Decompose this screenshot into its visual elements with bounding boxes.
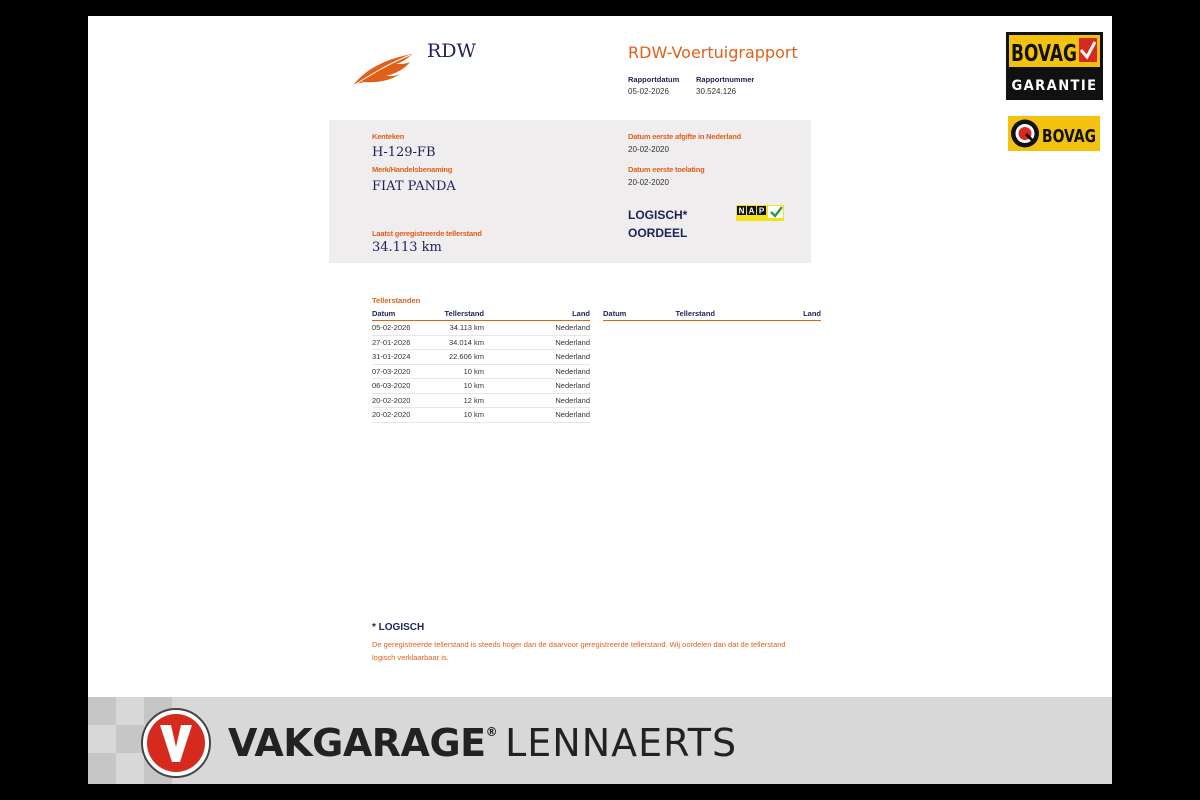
report-number-label: Rapportnummer [696,75,755,84]
report-date-label: Rapportdatum [628,75,680,84]
first-issue-nl-value: 20-02-2020 [628,145,669,154]
first-issue-nl-label: Datum eerste afgifte in Nederland [628,132,742,141]
vakgarage-v-logo-icon [140,707,212,779]
row-odometer: 10 km [440,364,484,379]
dealer-brand-bold: VAKGARAGE [228,721,486,765]
odometer-value: 34.113 km [372,240,442,255]
first-admission-value: 20-02-2020 [628,178,669,187]
rdw-feather-logo [352,50,422,86]
bovag-text: BOVAG [1011,41,1077,67]
col-odometer-header: Tellerstand [440,308,484,321]
row-date: 31-01-2024 [372,350,440,365]
svg-text:N: N [738,206,745,216]
make-label: Merk/Handelsbenaming [372,165,453,174]
row-odometer: 12 km [440,393,484,408]
row-country: Nederland [484,335,590,350]
row-country: Nederland [484,408,590,423]
plate-label: Kenteken [372,132,405,141]
report-number: 30.524.126 [696,87,737,96]
row-country: Nederland [484,321,590,336]
row-date: 20-02-2020 [372,408,440,423]
report-date: 05-02-2026 [628,87,669,96]
garantie-text: GARANTIE [1011,78,1098,94]
svg-text:P: P [758,206,765,216]
plate-value: H-129-FB [372,145,436,160]
report-page [88,16,1112,784]
row-date: 05-02-2026 [372,321,440,336]
nap-check-icon [736,205,784,221]
col-date-header: Datum [603,308,671,321]
verdict [628,206,687,242]
table-row [372,379,590,394]
row-country: Nederland [484,393,590,408]
bovag-logo [1008,116,1100,151]
table-row [372,364,590,379]
first-admission-label: Datum eerste toelating [628,165,705,174]
footnote-text: De geregistreerde tellerstand is steeds hoger dan de daarvoor geregistreerde tellerstand. Wij oordelen dan dat de tellerstand logisch verklaarbaar is. [372,640,786,662]
row-odometer: 34.014 km [440,335,484,350]
row-date: 27-01-2026 [372,335,440,350]
col-odometer-header: Tellerstand [671,308,715,321]
footnote-title: * LOGISCH [372,622,425,633]
row-date: 06-03-2020 [372,379,440,394]
dealer-brand-reg: ® [485,725,498,739]
dealer-brand-light: LENNAERTS [505,721,738,765]
row-date: 07-03-2020 [372,364,440,379]
readings-table-right [603,308,821,321]
row-country: Nederland [484,350,590,365]
odometer-label: Laatst geregistreerde tellerstand [372,229,482,238]
row-date: 20-02-2020 [372,393,440,408]
bovag-garantie-logo [1006,32,1103,100]
dealer-name [228,721,737,765]
svg-text:A: A [748,206,755,216]
dealer-footer [88,697,1112,784]
table-row [372,393,590,408]
col-country-header: Land [715,308,821,321]
row-country: Nederland [484,364,590,379]
bovag-small-text: BOVAG [1042,126,1096,147]
row-odometer: 22.606 km [440,350,484,365]
col-country-header: Land [484,308,590,321]
row-odometer: 10 km [440,408,484,423]
table-row [372,350,590,365]
verdict-line1: LOGISCH* [628,208,688,222]
col-date-header: Datum [372,308,440,321]
report-title: RDW-Voertuigrapport [628,43,798,62]
table-row [372,335,590,350]
row-odometer: 10 km [440,379,484,394]
readings-title: Tellerstanden [372,296,421,305]
table-row [372,321,590,336]
make-value: FIAT PANDA [372,179,456,194]
row-country: Nederland [484,379,590,394]
row-odometer: 34.113 km [440,321,484,336]
verdict-line2: OORDEEL [628,226,688,240]
readings-table-left [372,308,590,423]
rdw-logo-text: RDW [427,40,477,62]
table-row [372,408,590,423]
